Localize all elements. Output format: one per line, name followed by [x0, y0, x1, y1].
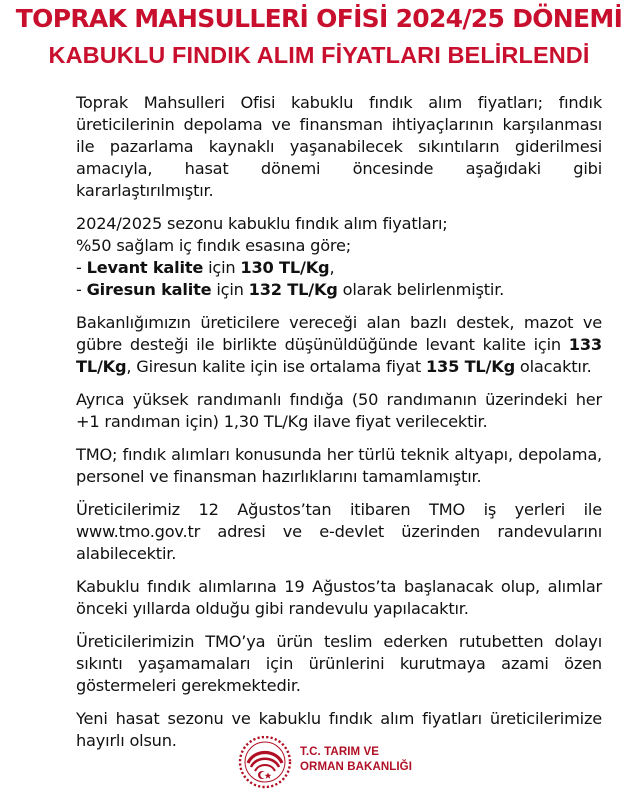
page-title: TOPRAK MAHSULLERİ OFİSİ 2024/25 DÖNEMİ [15, 4, 623, 33]
levant-label: Levant kalite [86, 258, 204, 277]
giresun-label: Giresun kalite [86, 280, 212, 299]
giresun-price: 132 TL/Kg [248, 280, 338, 299]
price-item-levant: - Levant kalite için 130 TL/Kg, [76, 258, 335, 277]
ministry-name-line1: T.C. TARIM VE [300, 746, 380, 758]
paragraph-prices [76, 213, 602, 301]
paragraph-yield-bonus: Ayrıca yüksek randımanlı fındığa (50 randımanın üzerindeki her +1 randıman için) 1,30 TL/Kg ilave fiyat verilecektir. [76, 390, 602, 431]
ministry-name-line2: ORMAN BAKANLIĞI [300, 761, 413, 773]
support-price-levant: 133 TL/Kg [76, 335, 602, 376]
paragraph-start-date: Kabuklu fındık alımlarına 19 Ağustos’ta başlanacak olup, alımlar önceki yıllarda olduğu gibi randevulu yapılacaktır. [76, 577, 602, 618]
announcement-body [76, 92, 602, 763]
support-price-giresun: 135 TL/Kg [425, 357, 515, 376]
paragraph-preparations: TMO; fındık alımları konusunda her türlü teknik altyapı, depolama, personel ve finansman hazırlıklarını tamamlamıştır. [76, 445, 602, 486]
paragraph-appointments: Üreticilerimiz 12 Ağustos’tan itibaren TMO iş yerleri ile www.tmo.gov.tr adresi ve e-devlet üzerinden randevularını alabilecektir. [76, 500, 602, 563]
ministry-emblem-icon [236, 733, 294, 791]
paragraph-moisture: Üreticilerimizin TMO’ya ürün teslim ederken rutubetten dolayı sıkıntı yaşamamaları için ürünlerini kurutmaya azami özen göstermeleri gerekmektedir. [76, 632, 602, 695]
prices-season-line: 2024/2025 sezonu kabuklu fındık alım fiyatları; [76, 214, 448, 233]
paragraph-support: Bakanlığımızın üreticilere vereceği alan bazlı destek, mazot ve gübre desteği ile birlikte düşünüldüğünde levant kalite için 133 TL/Kg, Giresun kalite için ise ortalama fiyat 135 TL/Kg olacaktır. [76, 313, 602, 376]
paragraph-closing: Yeni hasat sezonu ve kabuklu fındık alım fiyatları üreticilerimize hayırlı olsun. [76, 709, 602, 750]
ministry-name [300, 745, 412, 775]
levant-price: 130 TL/Kg [240, 258, 330, 277]
ministry-logo [236, 733, 436, 793]
price-item-giresun: - Giresun kalite için 132 TL/Kg olarak belirlenmiştir. [76, 280, 505, 299]
paragraph-intro: Toprak Mahsulleri Ofisi kabuklu fındık alım fiyatları; fındık üreticilerinin depolama ve finansman ihtiyaçlarının karşılanması ile pazarlama kaynaklı yaşanabilecek sıkıntıların giderilmesi amacıyla, hasat dönemi öncesinde aşağıdaki gibi kararlaştırılmıştır. [76, 93, 602, 200]
prices-basis-line: %50 sağlam iç fındık esasına göre; [76, 236, 352, 255]
page-subtitle: KABUKLU FINDIK ALIM FİYATLARI BELİRLENDİ [48, 42, 590, 68]
